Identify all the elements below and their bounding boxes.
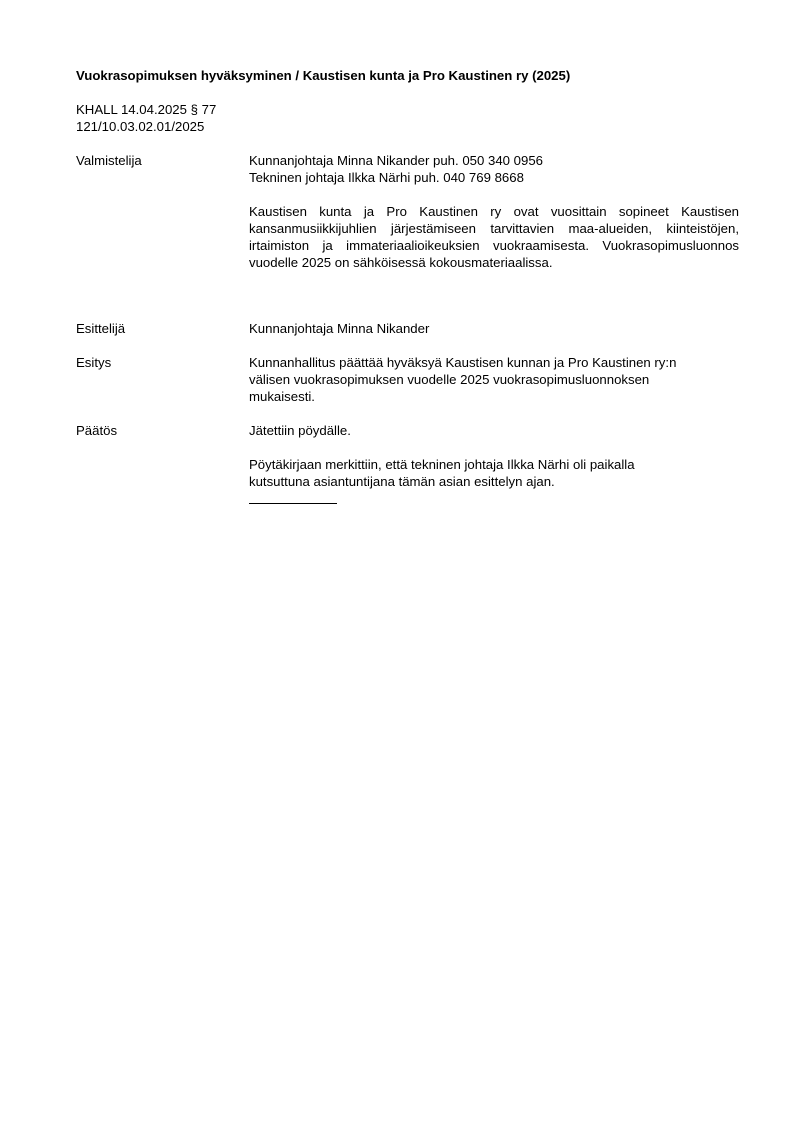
minutes-note-line: Pöytäkirjaan merkittiin, että tekninen johtaja Ilkka Närhi oli paikalla <box>249 457 635 472</box>
proposal-line: Kunnanhallitus päättää hyväksyä Kaustisen kunnan ja Pro Kaustinen ry:n <box>249 355 677 370</box>
proposal-line: välisen vuokrasopimuksen vuodelle 2025 vuokrasopimusluonnoksen <box>249 372 650 387</box>
proposal-line: mukaisesti. <box>249 389 315 404</box>
presenter-line: Kunnanjohtaja Minna Nikander <box>249 321 430 336</box>
record-number: 121/10.03.02.01/2025 <box>76 119 205 134</box>
meeting-reference: KHALL 14.04.2025 § 77 <box>76 102 217 117</box>
section-content <box>249 354 739 405</box>
preparer-line: Kunnanjohtaja Minna Nikander puh. 050 340 0956 <box>249 153 544 168</box>
document-title: Vuokrasopimuksen hyväksyminen / Kaustisen kunta ja Pro Kaustinen ry (2025) <box>76 68 571 83</box>
decision-line: Jätettiin pöydälle. <box>249 423 351 438</box>
minutes-note-line: kutsuttuna asiantuntijana tämän asian esittelyn ajan. <box>249 474 555 489</box>
section-label: Esittelijä <box>76 321 126 336</box>
end-divider <box>249 503 337 504</box>
section-label: Valmistelija <box>76 153 142 168</box>
section-content <box>249 422 739 490</box>
preparer-line: Tekninen johtaja Ilkka Närhi puh. 040 769 8668 <box>249 170 524 185</box>
section-label: Esitys <box>76 355 112 370</box>
document-meta <box>76 101 216 135</box>
section-label: Päätös <box>76 423 118 438</box>
section-content <box>249 320 739 337</box>
description-paragraph: Kaustisen kunta ja Pro Kaustinen ry ovat vuosittain sopineet Kaustisen kansanmusiikkijuhlien järjestämiseen tarvittavien maa-alueiden, kiinteistöjen, irtaimiston ja immateriaalioikeuksien vuokraamisesta. Vuokrasopimusluonnos vuodelle 2025 on sähköisessä kokousmateriaalissa. <box>249 204 739 270</box>
section-content <box>249 152 739 271</box>
